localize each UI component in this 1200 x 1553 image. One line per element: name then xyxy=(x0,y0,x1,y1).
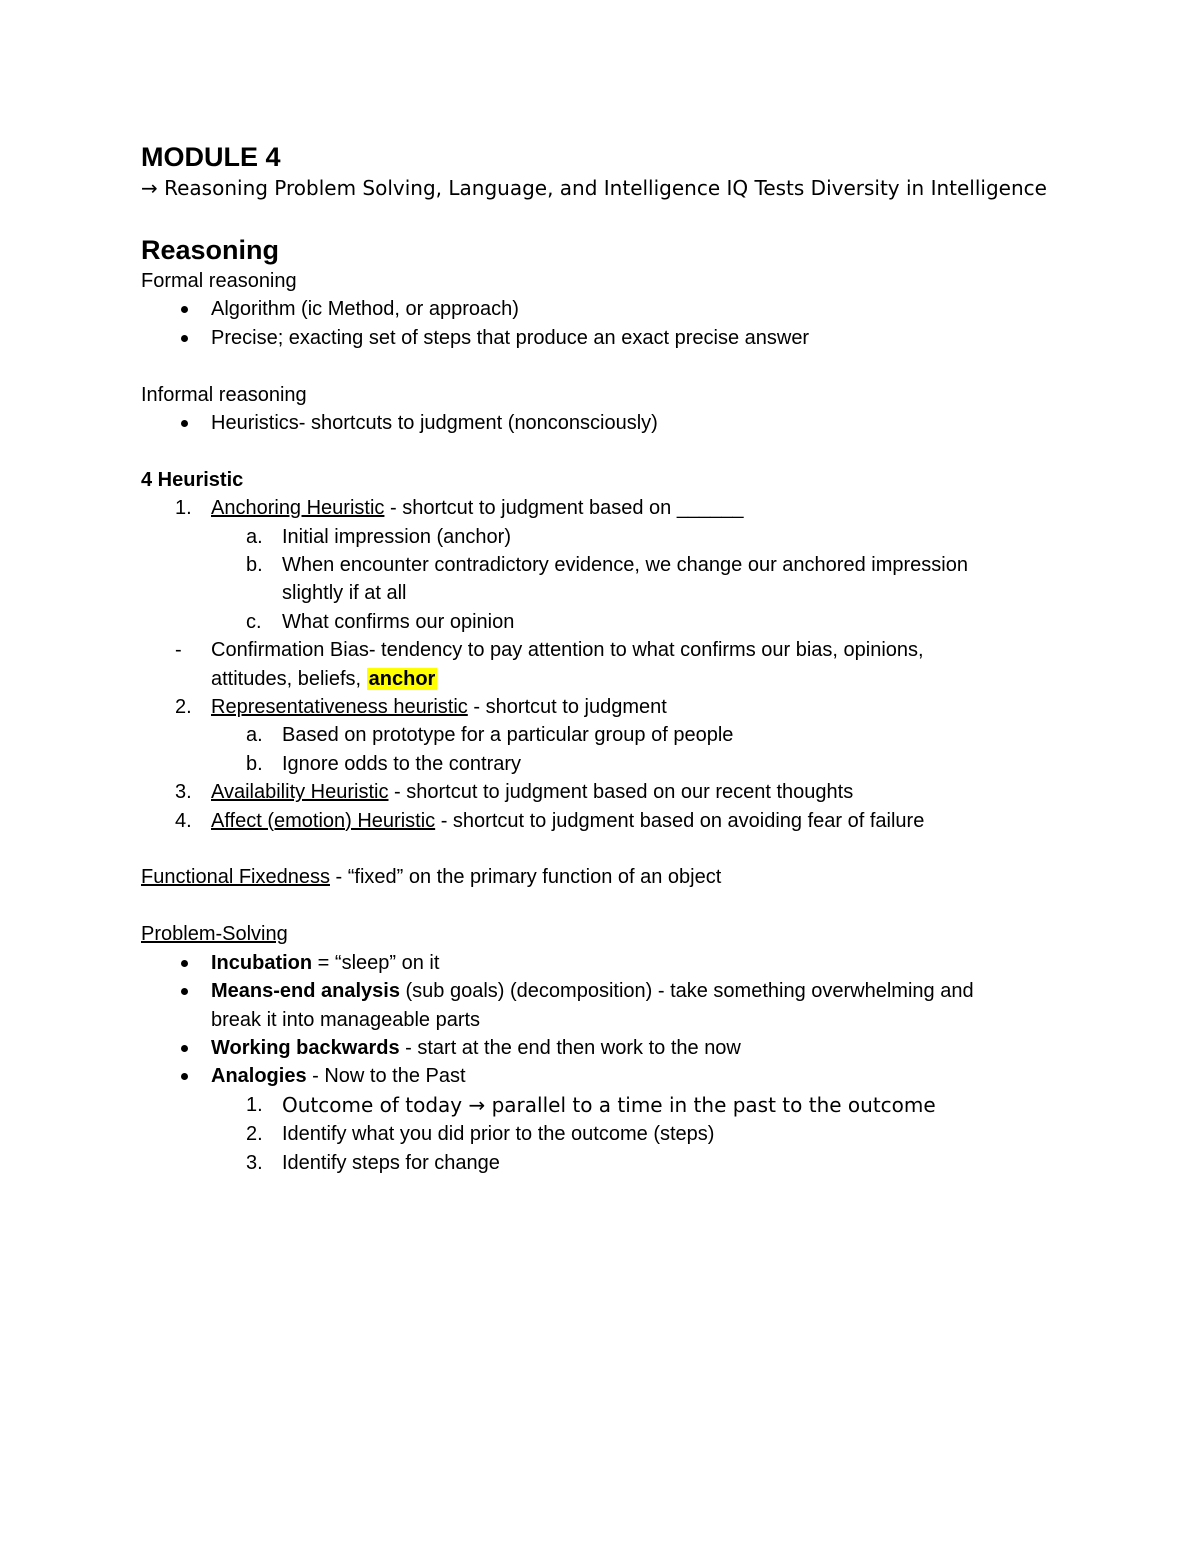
list-item: 1. Outcome of today → parallel to a time in the past to the outcome xyxy=(246,1092,936,1117)
module-subtitle: → Reasoning Problem Solving, Language, and Intelligence IQ Tests Diversity in Intelligence xyxy=(141,176,1047,200)
representativeness-heuristic-term: Representativeness heuristic xyxy=(211,696,468,719)
reasoning-heading: Reasoning xyxy=(141,235,280,265)
list-item: - Confirmation Bias- tendency to pay attention to what confirms our bias, opinions, xyxy=(175,639,924,662)
bullet-icon xyxy=(181,988,188,995)
list-item: Means-end analysis (sub goals) (decomposition) - take something overwhelming and xyxy=(141,977,1061,1005)
bullet-icon xyxy=(181,1045,188,1052)
list-item: Incubation = “sleep” on it xyxy=(141,949,1061,977)
heuristics-heading: 4 Heuristic xyxy=(141,468,244,491)
availability-heuristic-term: Availability Heuristic xyxy=(211,781,389,804)
list-item: 1. Anchoring Heuristic - shortcut to judgment based on ______ xyxy=(175,497,744,520)
bullet-icon xyxy=(181,960,188,967)
list-item: 3. Availability Heuristic - shortcut to judgment based on our recent thoughts xyxy=(175,781,854,804)
list-item: b. When encounter contradictory evidence, we change our anchored impression xyxy=(246,554,968,577)
list-item: a. Based on prototype for a particular group of people xyxy=(246,724,734,747)
affect-heuristic-term: Affect (emotion) Heuristic xyxy=(211,809,436,832)
list-item: attitudes, beliefs, anchor xyxy=(211,667,436,690)
list-item: Analogies - Now to the Past xyxy=(141,1062,1061,1090)
problem-solving-heading: Problem-Solving xyxy=(141,923,288,946)
bullet-icon xyxy=(181,420,188,427)
list-item: slightly if at all xyxy=(282,582,407,605)
list-item: break it into manageable parts xyxy=(211,1008,481,1031)
list-item: b. Ignore odds to the contrary xyxy=(246,752,522,775)
list-item: a. Initial impression (anchor) xyxy=(246,525,511,548)
bullet-icon xyxy=(181,335,188,342)
list-item: Working backwards - start at the end then work to the now xyxy=(141,1034,1061,1062)
informal-reasoning-label: Informal reasoning xyxy=(141,383,307,406)
list-item: 2. Identify what you did prior to the outcome (steps) xyxy=(246,1123,715,1146)
highlighted-anchor: anchor xyxy=(368,667,436,690)
list-item: Heuristics- shortcuts to judgment (nonconsciously) xyxy=(141,409,1061,437)
bullet-icon xyxy=(181,1073,188,1080)
list-item: 2. Representativeness heuristic - shortcut to judgment xyxy=(175,696,667,719)
formal-reasoning-label: Formal reasoning xyxy=(141,270,297,292)
functional-fixedness: Functional Fixedness - “fixed” on the primary function of an object xyxy=(141,866,722,889)
list-item: Algorithm (ic Method, or approach) xyxy=(141,295,1061,323)
document-page xyxy=(141,140,1061,1177)
list-item: c. What confirms our opinion xyxy=(246,610,515,633)
anchoring-heuristic-term: Anchoring Heuristic xyxy=(211,497,385,520)
list-item: 4. Affect (emotion) Heuristic - shortcut to judgment based on avoiding fear of failure xyxy=(175,809,925,832)
list-item: Precise; exacting set of steps that produce an exact precise answer xyxy=(141,324,1061,352)
list-item: 3. Identify steps for change xyxy=(246,1151,500,1174)
bullet-icon xyxy=(181,306,188,313)
module-title: MODULE 4 xyxy=(141,142,281,172)
